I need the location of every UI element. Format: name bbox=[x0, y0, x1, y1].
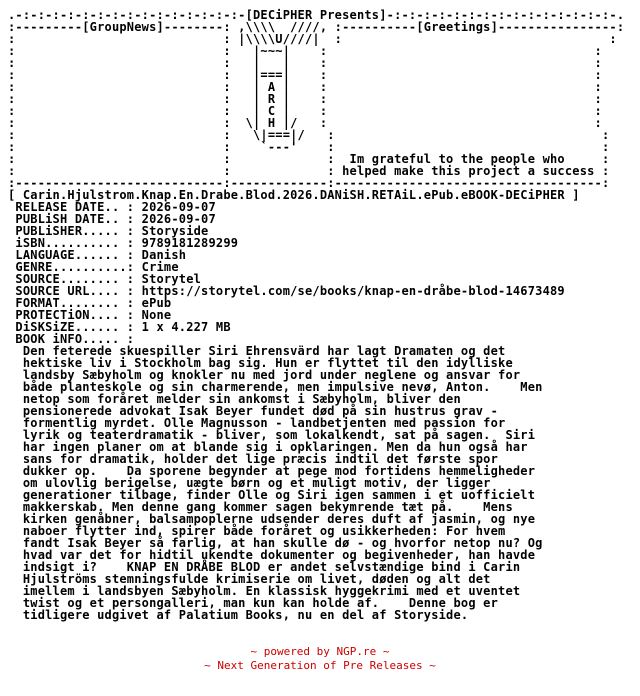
nfo-text: .-:-:-:-:-:-:-:-:-:-:-:-:-:-:-:-[DECiPHER Presents]-:-:-:-:-:-:-:-:-:-:-:-:-:-:-:-. :---------[GroupNews]--------: ,\\\\ ////, :----------[Greetings]----------------: : : |\\\\U////| : : : : |~~~| : : : : | | : : : : |===| : : : : | A | : : : : | R | : : : : | C | : : : : \| H |/ : : : : \|===|/ : : : : `---' : : : : : Im grateful to the people who : : : : helped make this project a success : :----------------------------:-------------:------------------------------------: [ Carin.Hjulstrom.Knap.En.Drabe.Blod.2026.DANiSH.RETAiL.ePub.eBOOK-DECiPHER ] RELEASE DATE.. : 2026-09-07 PUBLiSH DATE.. : 2026-09-07 PUBLiSHER..... : Storyside iSBN.......... : 9789181289299 LANGUAGE...... : Danish GENRE..........: Crime SOURCE........ : Storytel SOURCE URL.... : https://storytel.com/se/books/knap-en-dråbe-blod-14673489 FORMAT........ : ePub PROTECTiON.... : None DiSKSiZE...... : 1 x 4.227 MB BOOK iNFO..... : Den feterede skuespiller Siri Ehrensvärd har lagt Dramaten og det hektiske liv i Stockholm bag sig. Hun er flyttet til den idylliske landsby Sæbyholm og knokler nu med jord under neglene og ansvar for både planteskole og sin charmerende, men impulsive nevø, Anton. Men netop som foråret melder sin ankomst i Sæbyholm, bliver den pensionerede advokat Isak Beyer fundet død på sin hustrus grav - formentlig myrdet. Olle Magnusson - landbetjenten med passion for lyrik og teaterdramatik - bliver, som lokalkendt, sat på sagen. Siri har ingen planer om at blande sig i opklaringen. Men da hun også har sans for dramatik, holder det lige præcis indtil det første spor dukker op. Da sporene begynder at pege mod fortidens hemmeligheder om ulovlig berigelse, uægte børn og et muligt motiv, der ligger generationer tilbage, finder Olle og Siri igen sammen i et uofficielt makkerskab. Men denne gang kommer sagen bekymrende tæt på. Mens kirken genåbner, balsampoplerne udsender deres duft af jasmin, og nye naboer flytter ind, spirer både foråret og usikkerheden: For hvem fandt Isak Beyer så farlig, at han skulle dø - og hvorfor netop nu? Og hvad var det for hidtil ukendte dokumenter og begivenheder, han havde indsigt i? KNAP EN DRÅBE BLOD er andet selvstændige bind i Carin Hjulströms stemningsfulde krimiserie om livet, døden og alt det imellem i landsbyen Sæbyholm. En klassisk hyggekrimi med et uventet twist og et persongalleri, man kun kan holde af. Denne bog er tidligere udgivet af Palatium Books, nu en del af Storyside. bbox=[8, 8, 625, 622]
footer-powered-by: ~ powered by NGP.re ~ bbox=[250, 645, 390, 658]
footer-tagline: ~ Next Generation of Pre Releases ~ bbox=[204, 659, 436, 672]
